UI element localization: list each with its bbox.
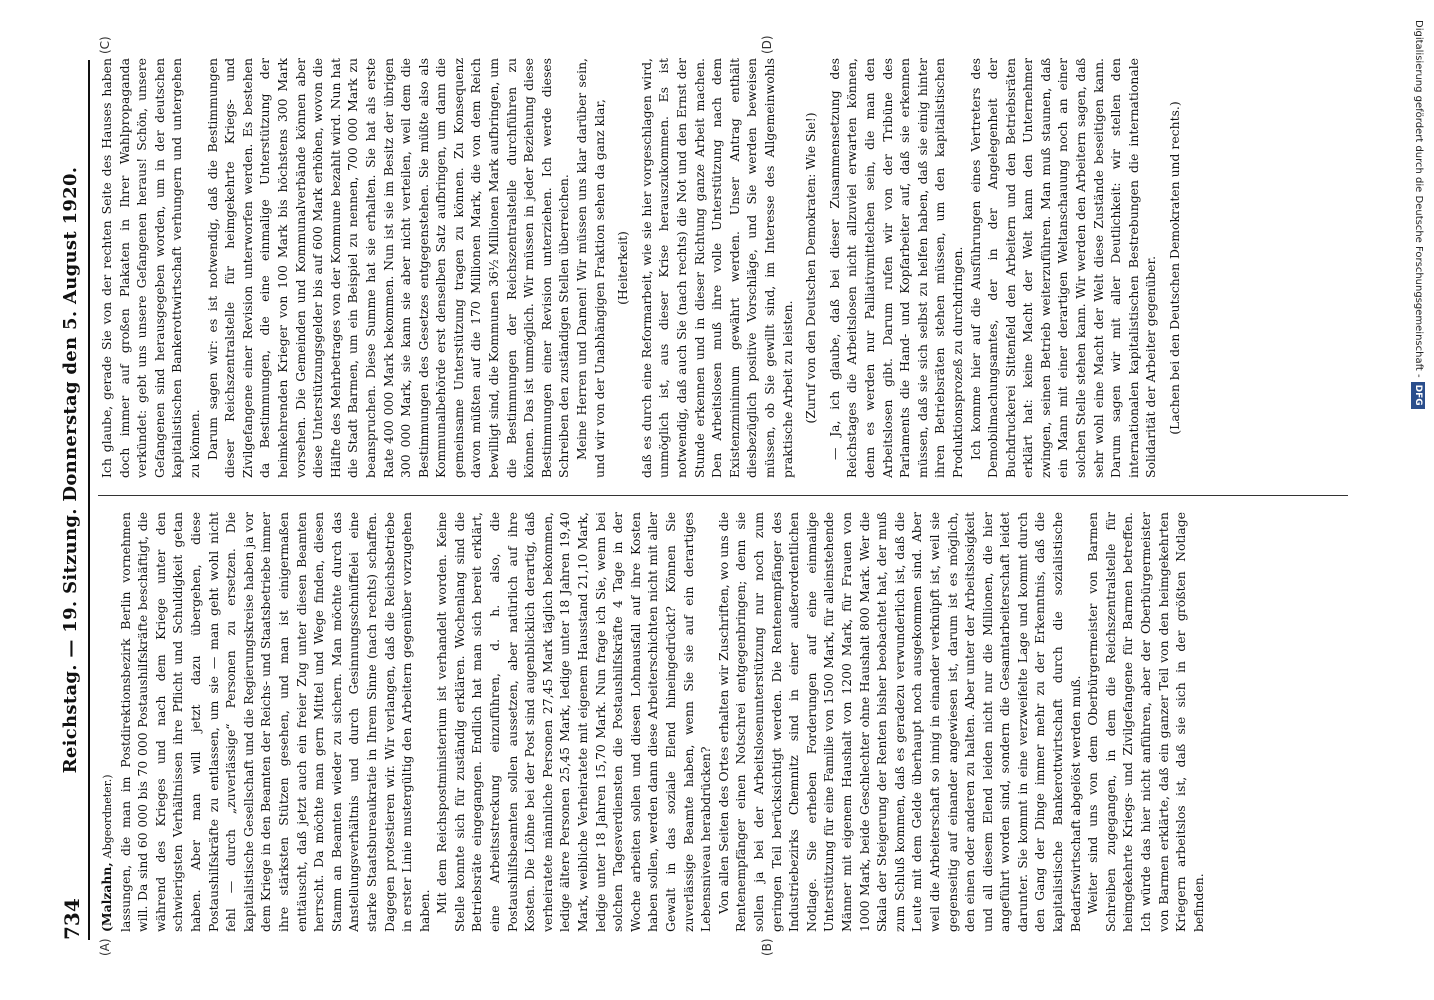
page-header	[58, 60, 90, 940]
digitization-note-wrapper	[1408, 20, 1428, 980]
interjection: (Lachen bei den Deutschen Demokraten und rechts.)	[1167, 101, 1183, 435]
paragraph: Ich komme hier auf die Ausführungen eines Vertreters des Demobilmachungsamtes, der in der Angelegenheit der Buchdruckerei Sittenfeld den Arbeitern und den Betriebsräten erklärt hat: keine Macht der Welt kann den Unternehmer zwingen, seinen Betrieb weiterzuführen. Man muß staunen, daß ein Mann mit einer derartigen Weltanschauung noch an einer solchen Stelle stehen kann. Wir werden den Arbeitern sagen, daß sehr wohl eine Macht der Welt diese Zustände beseitigen kann. Darum sagen wir mit aller Deutlichkeit: wir stellen den internationalen kapitalistischen Bestrebungen die internationale Solidarität der Arbeiter gegenüber.	[967, 58, 1159, 478]
dfg-logo: DFG	[1411, 382, 1425, 409]
speaker-name: (Malzahn,	[99, 862, 114, 932]
paragraph: daß es durch eine Reformarbeit, wie sie hier vorgeschlagen wird, unmöglich ist, aus dieser Krise herauszukommen. Es ist notwendig, daß auch Sie (nach rechts) die Not und den Ernst der Stunde erkennen und in dieser Richtung ganze Arbeit machen. Den Arbeitslosen muß ihre volle Unterstützung nach dem Existenzminimum gewährt werden. Unser Antrag enthält diesbezüglich positive Vorschläge, und Sie werden beweisen müssen, ob Sie gewillt sind, im Interesse des Allgemeinwohls praktische Arbeit zu leisten.	[638, 58, 795, 478]
margin-marker-b: (B)	[760, 938, 774, 956]
paragraph: Mit dem Reichspostministerium ist verhandelt worden. Keine Stelle konnte sich für zuständig erklären. Wochenlang sind die Betriebsräte eingegangen. Endlich hat man sich bereit erklärt, eine Arbeitsstreckung einzuführen, d. h. also, die Postaushilfsbeamten sollen aussetzen, aber natürlich auf ihre Kosten. Die Löhne bei der Post sind augenblicklich derartig, daß verheiratete männliche Personen 27,45 Mark täglich bekommen, ledige ältere Personen 25,45 Mark, ledige unter 18 Jahren 19,40 Mark, weibliche Verheiratete mit eigenem Hausstand 21,10 Mark, ledige unter 18 Jahren 15,70 Mark. Nun frage ich Sie, wenn bei solchen Tagesverdiensten die Postaushilfskräfte 4 Tage in der Woche arbeiten sollen und diesen Lohnausfall auf ihre Kosten haben sollen, werden dann diese Arbeiterschichten nicht mit aller Gewalt in das soziale Elend hineingedrückt? Können Sie zuverlässige Beamte haben, wenn Sie sie auf ein derartiges Lebensniveau herabdrücken?	[434, 512, 714, 932]
paragraph: Weiter sind uns von dem Oberbürgermeister von Barmen Schreiben zugegangen, in dem die Reichszentralstelle für heimgekehrte Kriegs- und Zivilgefangene für Barmen betreffen. Ich würde das hier nicht anführen, aber der Oberbürgermeister von Barmen erklärte, daß ein ganzer Teil von den heimgekehrten Kriegern arbeitslos ist, daß sie sich in der größten Notlage befinden.	[1085, 512, 1206, 932]
paragraph: Von allen Seiten des Ortes erhalten wir Zuschriften, wo uns die Rentenempfänger einen Notschrei entgegenbringen; denn sie sollen ja bei der Arbeitslosenunterstützung nur noch zum geringen Teil berücksichtigt werden. Die Rentenempfänger des Industriebezirks Chemnitz sind in einer außerordentlichen Notlage. Sie erheben Forderungen auf eine einmalige Unterstützung für eine Familie von 1500 Mark, für alleinstehende Männer mit eigenem Haushalt von 1200 Mark, für Frauen von 1000 Mark, beide Geschlechter ohne Haushalt 800 Mark. Wer die Skala der Steigerung der Renten bisher beobachtet hat, der muß zum Schluß kommen, daß es geradezu verwunderlich ist, daß die Leute mit dem Gelde überhaupt noch ausgekommen sind. Aber weil die Arbeiterschaft so innig in einander verknüpft ist, weil sie gegenseitig auf einander angewiesen ist, darum ist es möglich, den einen oder anderen zu halten. Aber unter der Arbeitslosigkeit und all diesem Elend leiden nicht nur die Millionen, die hier angeführt worden sind, sondern die Gesamtarbeiterschaft leidet darunter. Sie kommt in eine verzweifelte Lage und kommt durch den Gang der Dinge immer mehr zu der Erkenntnis, daß die kapitalistische Bankerottwirtschaft durch die sozialistische Bedarfswirtschaft abgelöst werden muß.	[715, 512, 1083, 932]
paragraph: — Ja, ich glaube, daß bei dieser Zusammensetzung des Reichstages die Arbeitslosen nicht allzuviel erwarten können, denn es werden nur Palliativmittelchen sein, die man den Arbeitslosen gibt. Darum rufen wir von der Tribüne des Parlaments die Hand- und Kopfarbeiter auf, daß sie erkennen müssen, daß sie sich selbst zu helfen haben, daß sie einig hinter ihren Betriebsräten stehen müssen, um den kapitalistischen Produktionsprozeß zu durchdringen.	[826, 58, 965, 478]
margin-marker-c: (C)	[98, 36, 112, 54]
paragraph: Meine Herren und Damen! Wir müssen uns klar darüber sein, und wir von der Unabhängigen Fraktion sehen da ganz klar,	[574, 58, 607, 478]
paragraph: Darum sagen wir: es ist notwendig, daß die Bestimmungen dieser Reichszentralstelle für heimgekehrte Kriegs- und Zivilgefangene einer Revision unterworfen werden. Es bestehen da Bestimmungen, die eine einmalige Unterstützung der heimkehrenden Krieger von 100 Mark bis höchstens 300 Mark vorsehen. Die Gemeinden und Kommunalverbände können aber diese Unterstützungsgelder bis auf 600 Mark erhöhen, wovon die Hälfte des Mehrbetrages von der Kommune bezahlt wird. Nun hat die Stadt Barmen, um ein Beispiel zu nennen, 700 000 Mark zu beanspruchen. Diese Summe hat sie erhalten. Sie hat als erste Rate 400 000 Mark bekommen. Nun ist sie im Besitz der übrigen 300 000 Mark, sie kann sie aber nicht verteilen, weil dem die Bestimmungen des Gesetzes entgegenstehen. Sie müßte also als Kommunalbehörde erst denselben Satz aufbringen, um dann die gemeinsame Unterstützung tragen zu können. Zu Konsequenz davon müßten auf die 170 Millionen Mark, die von dem Reich bewilligt sind, die Kommunen 36½ Millionen Mark aufbringen, um die Bestimmungen der Reichszentralstelle durchführen zu können. Das ist unmöglich. Wir müssen in jeder Beziehung diese Bestimmungen einer Revision unterziehen. Ich werde dieses Schreiben den zuständigen Stellen überreichen.	[204, 58, 572, 478]
margin-marker-d: (D)	[760, 35, 774, 54]
page-title: Reichstag. — 19. Sitzung. Donnerstag den 5. August 1920.	[60, 166, 81, 774]
digitization-note: Digitalisierung gefördert durch die Deutsche Forschungsgemeinschaft -	[1413, 20, 1424, 378]
margin-marker-a: (A)	[98, 938, 112, 956]
paragraph: lassungen, die man im Postdirektionsbezirk Berlin vornehmen will. Da sind 60 000 bis 70 000 Postaushilfskräfte beschäftigt, die während des Krieges und nach dem Kriege unter den schwierigsten Verhältnissen ihre Pflicht und Schuldigkeit getan haben. Aber man will jetzt dazu übergehen, diese Postaushilfskräfte zu entlassen, um sie — man geht wohl nicht fehl — durch „zuverlässige“ Personen zu ersetzen. Die kapitalistische Gesellschaft und die Regierungskreise haben ja vor dem Kriege in den Beamten der Reichs- und Staatsbetriebe immer ihre stärksten Stützen gesehen, und man ist einigermaßen enttäuscht, daß jetzt auch ein freier Zug unter diesen Beamten herrscht. Da möchte man gern Mittel und Wege finden, diesen Stamm an Beamten wieder zu sichern. Man möchte durch das Anstellungsverhältnis und durch Gesinnungsschnüffelei eine starke Staatsbureaukratie in Ihrem Sinne (nach rechts) schaffen. Dagegen protestieren wir. Wir verlangen, daß die Reichsbetriebe in erster Linie mustergültig den Arbeitern gegenüber vorzugehen haben.	[117, 512, 432, 932]
interjection: (Zuruf von den Deutschen Demokraten: Wie Sie!)	[803, 112, 819, 424]
left-column	[98, 512, 1348, 932]
digitization-footer	[1408, 20, 1428, 980]
right-column	[98, 58, 1348, 478]
page-number: 734	[60, 898, 84, 940]
paragraph: Ich glaube, gerade Sie von der rechten Seite des Hauses haben doch immer auf großen Plakaten in Ihrer Wahlpropaganda verkündet: gebt uns unsere Gefangenen heraus! Schön, unsere Gefangenen sind herausgegeben worden, um in der deutschen kapitalistischen Bankerottwirtschaft verhungern und untergehen zu können.	[99, 58, 202, 478]
speaker-line	[98, 512, 117, 932]
interjection: (Heiterkeit)	[615, 231, 631, 305]
column-divider	[98, 495, 1348, 496]
speaker-role: Abgeordneter.)	[101, 774, 114, 859]
